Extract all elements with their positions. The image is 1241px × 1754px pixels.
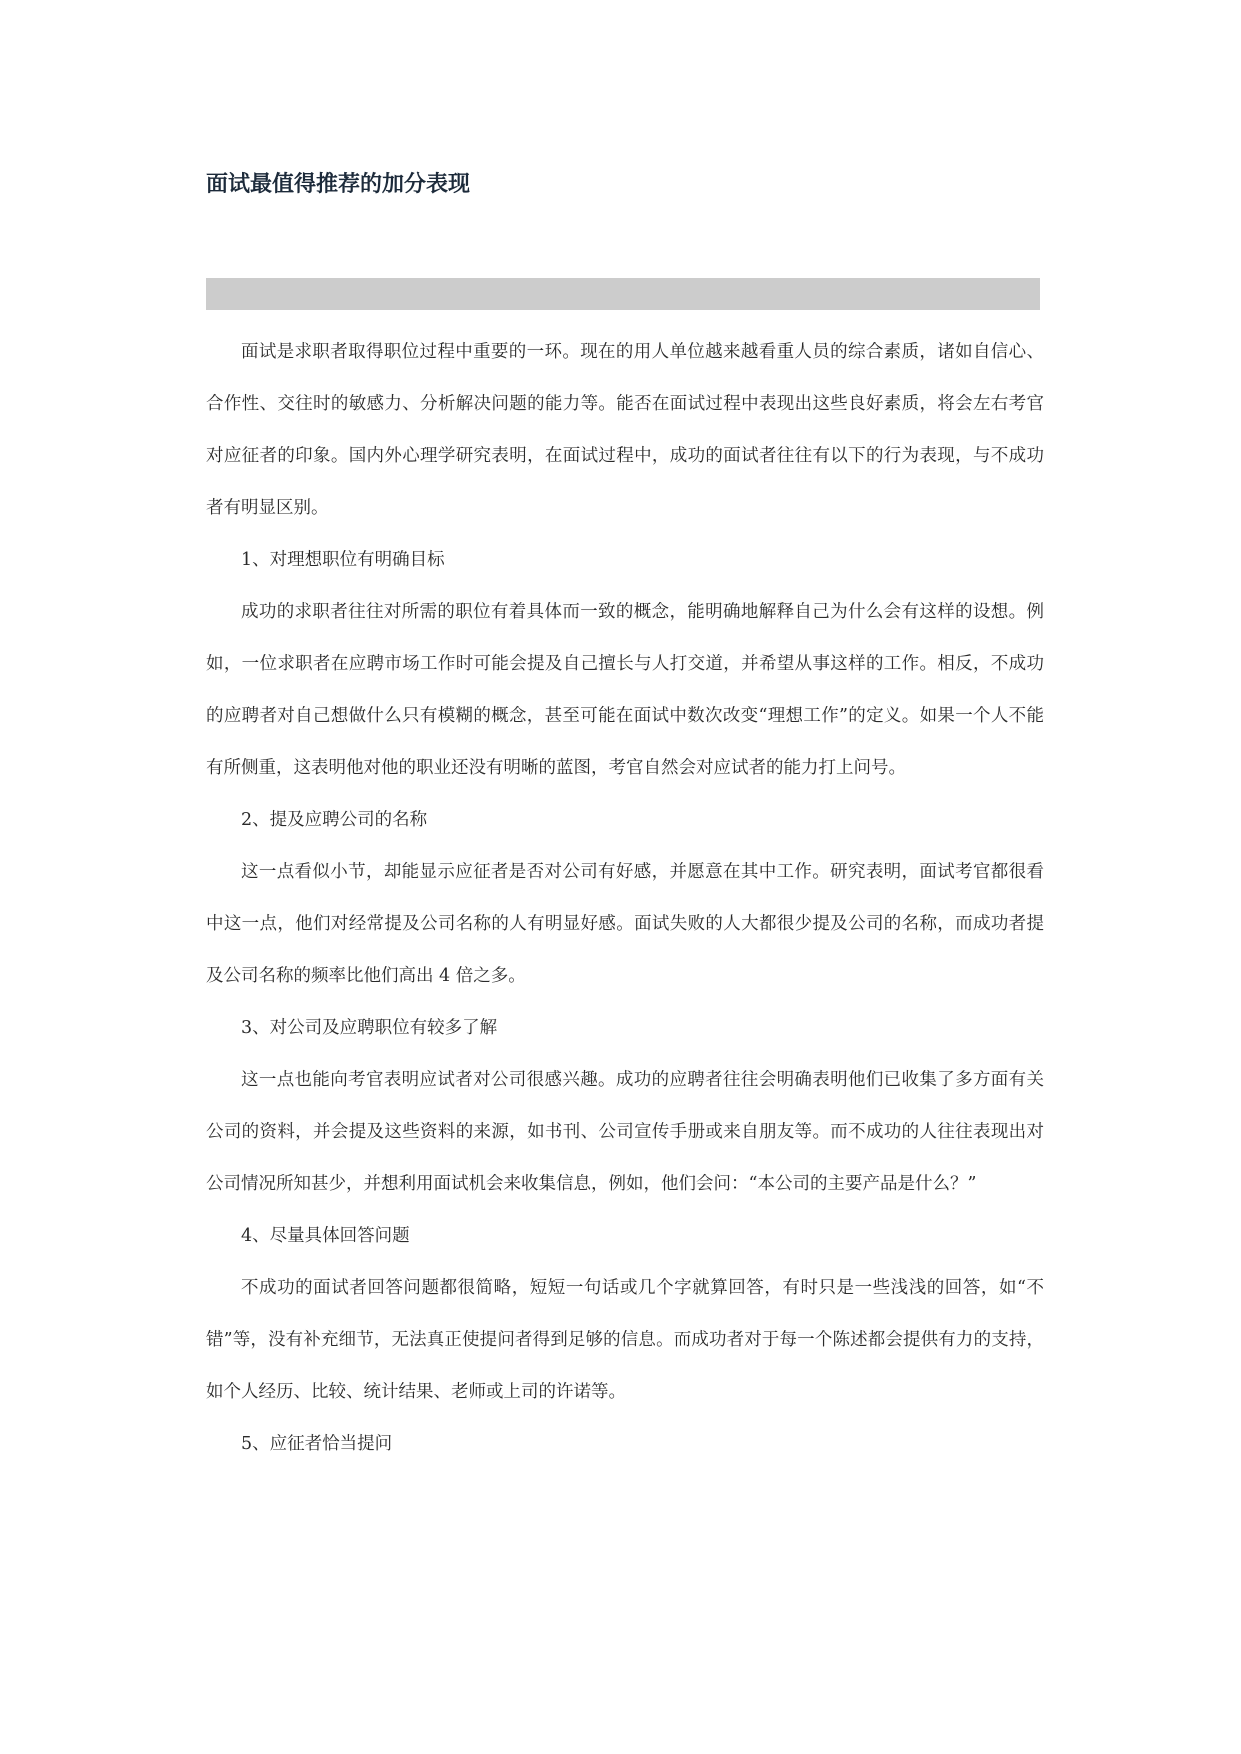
section-heading-4: 4、尽量具体回答问题 (241, 1226, 410, 1246)
section-heading-5: 5、应征者恰当提问 (241, 1434, 393, 1454)
section-paragraph-2: 这一点看似小节，却能显示应征者是否对公司有好感，并愿意在其中工作。研究表明，面试考官都很看中这一点，他们对经常提及公司名称的人有明显好感。面试失败的人大都很少提及公司的名称，而成功者提及公司名称的频率比他们高出 4 倍之多。 (206, 862, 1044, 986)
section-paragraph-3: 这一点也能向考官表明应试者对公司很感兴趣。成功的应聘者往往会明确表明他们已收集了多方面有关公司的资料，并会提及这些资料的来源，如书刊、公司宣传手册或来自朋友等。而不成功的人往往表现出对公司情况所知甚少，并想利用面试机会来收集信息，例如，他们会问：“本公司的主要产品是什么？” (206, 1070, 1044, 1194)
document-title: 面试最值得推荐的加分表现 (206, 172, 471, 197)
intro-paragraph: 面试是求职者取得职位过程中重要的一环。现在的用人单位越来越看重人员的综合素质，诸如自信心、合作性、交往时的敏感力、分析解决问题的能力等。能否在面试过程中表现出这些良好素质，将会左右考官对应征者的印象。国内外心理学研究表明，在面试过程中，成功的面试者往往有以下的行为表现，与不成功者有明显区别。 (206, 342, 1044, 518)
section-paragraph-4: 不成功的面试者回答问题都很简略，短短一句话或几个字就算回答，有时只是一些浅浅的回答，如“不错”等，没有补充细节，无法真正使提问者得到足够的信息。而成功者对于每一个陈述都会提供有力的支持，如个人经历、比较、统计结果、老师或上司的许诺等。 (206, 1278, 1044, 1402)
section-paragraph-1: 成功的求职者往往对所需的职位有着具体而一致的概念，能明确地解释自己为什么会有这样的设想。例如，一位求职者在应聘市场工作时可能会提及自己擅长与人打交道，并希望从事这样的工作。相反，不成功的应聘者对自己想做什么只有模糊的概念，甚至可能在面试中数次改变“理想工作”的定义。如果一个人不能有所侧重，这表明他对他的职业还没有明晰的蓝图，考官自然会对应试者的能力打上问号。 (206, 602, 1044, 778)
gray-divider-bar (206, 278, 1040, 310)
section-heading-1: 1、对理想职位有明确目标 (241, 550, 445, 570)
section-heading-3: 3、对公司及应聘职位有较多了解 (241, 1018, 498, 1038)
section-heading-2: 2、提及应聘公司的名称 (241, 810, 428, 830)
document-body (206, 326, 1044, 1470)
